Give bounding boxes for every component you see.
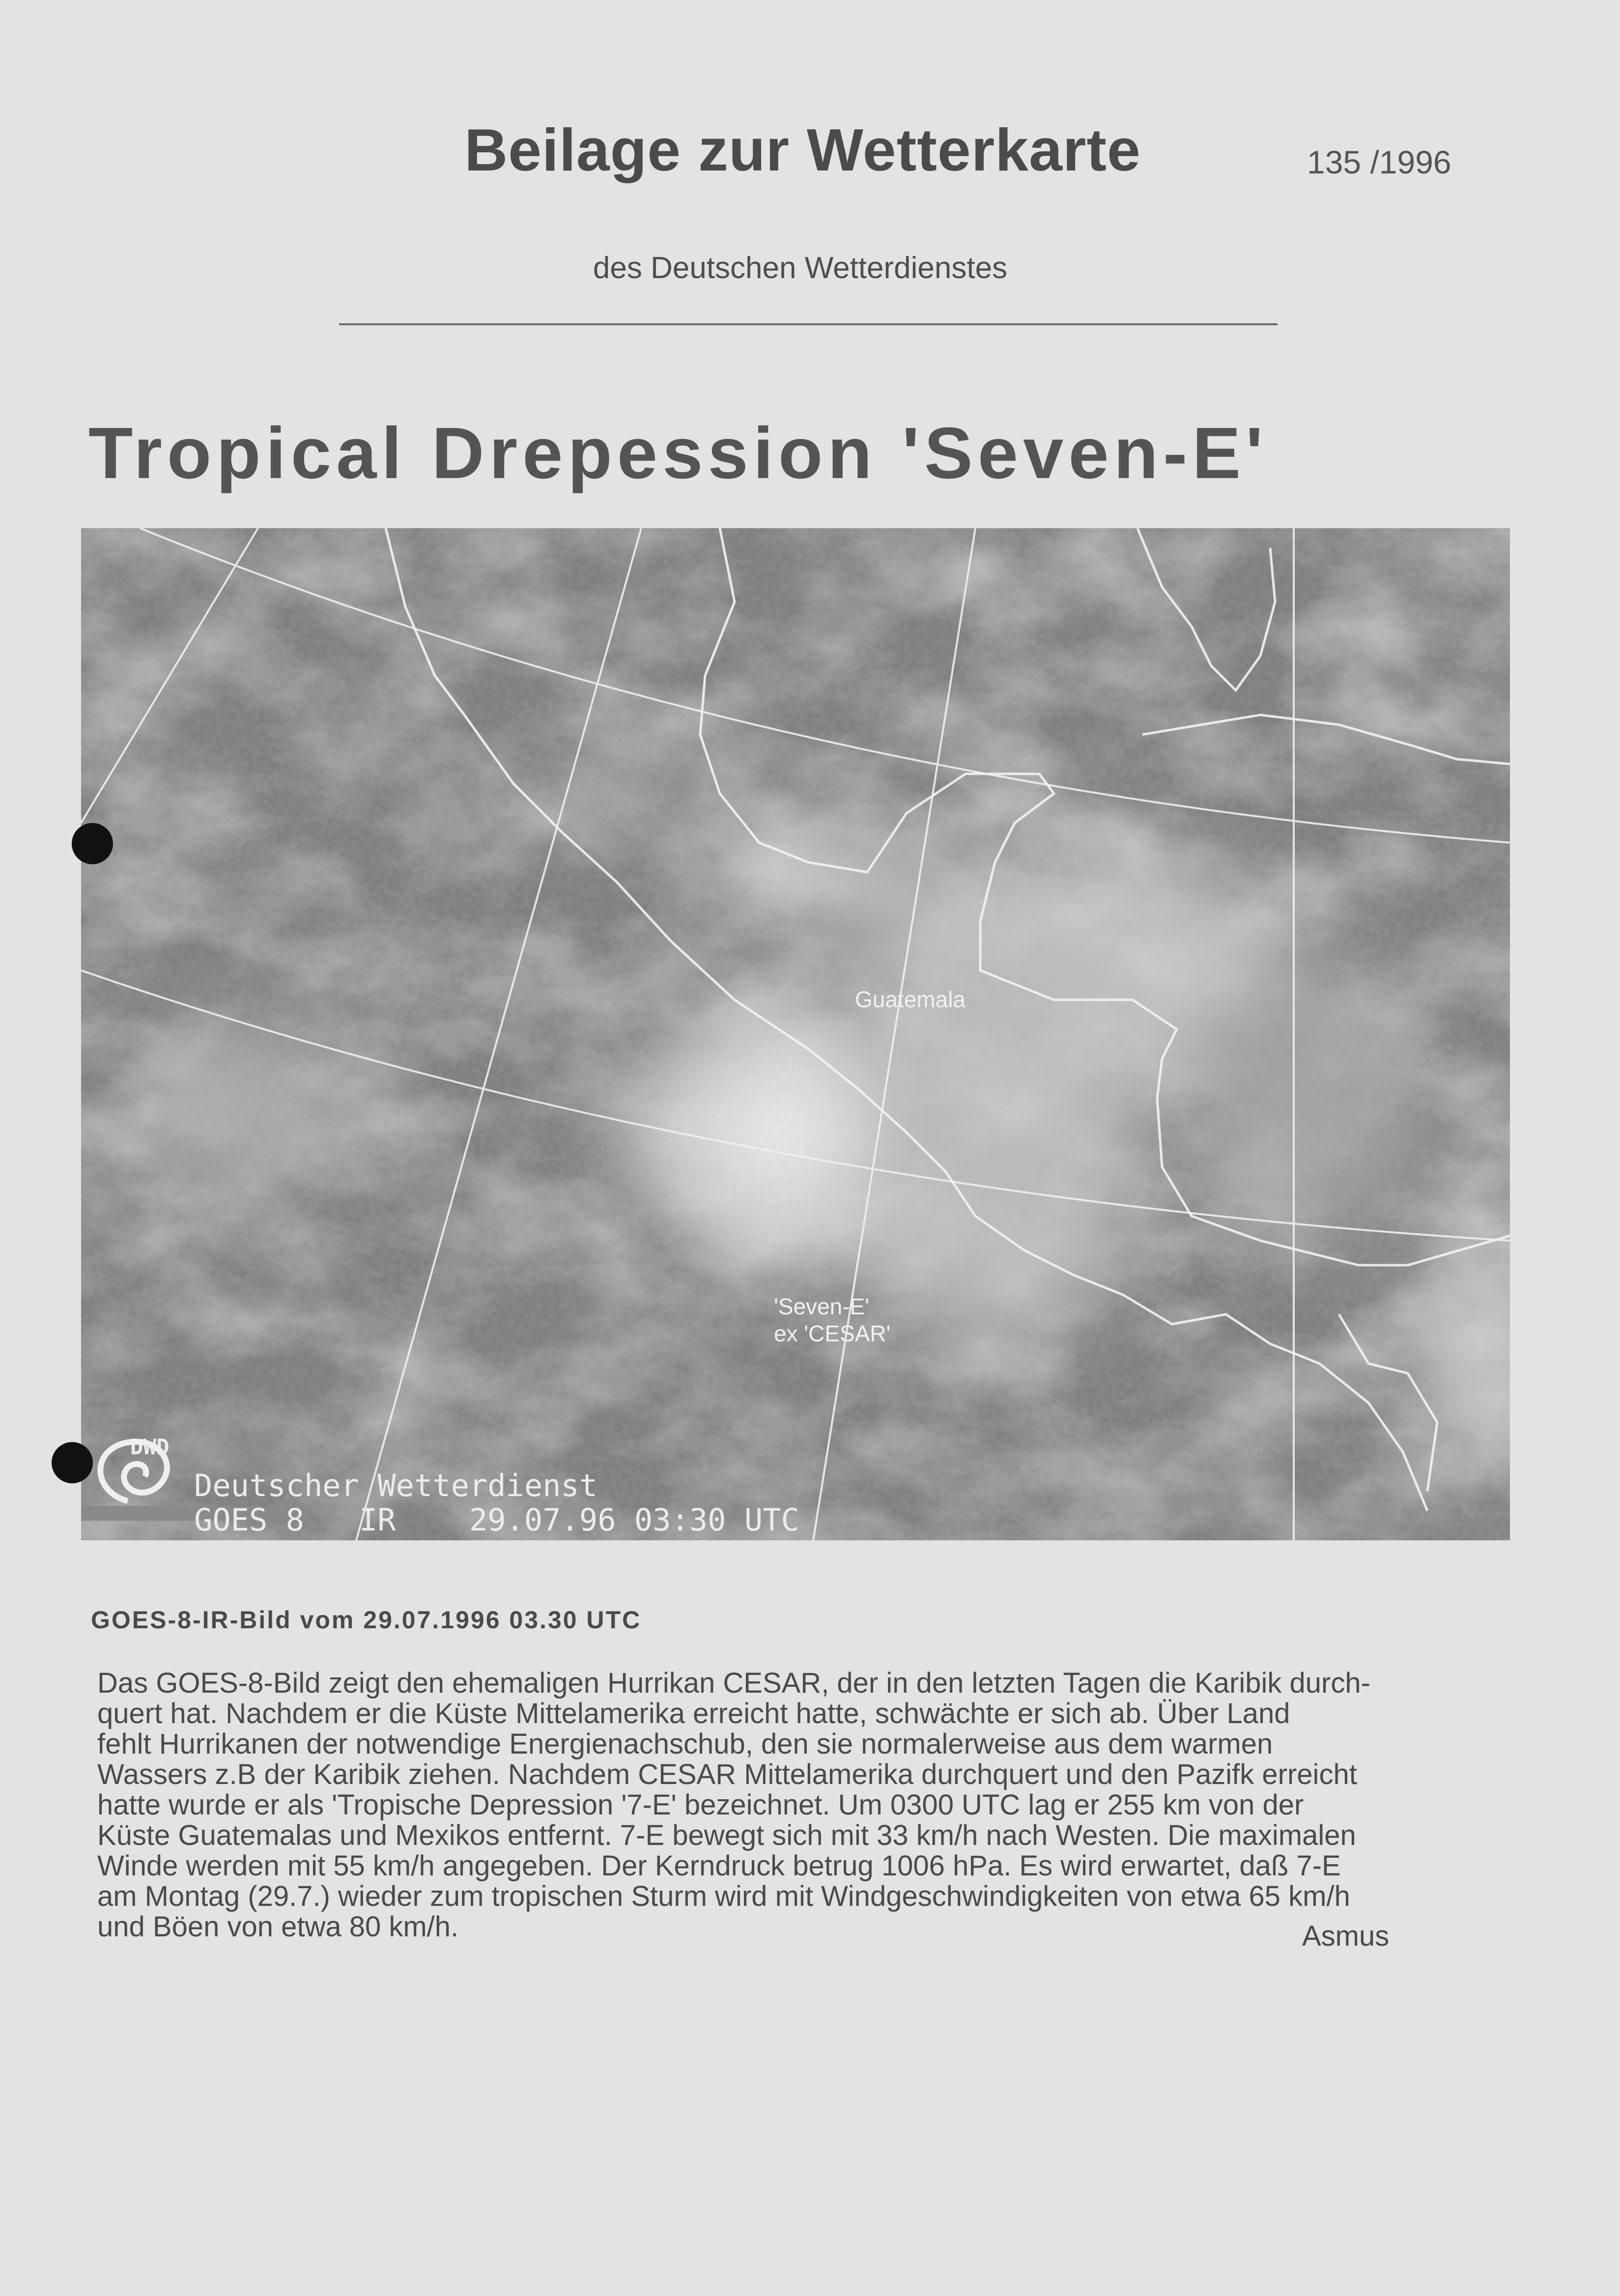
body-line: Küste Guatemalas und Mexikos entfernt. 7-E bewegt sich mit 33 km/h nach Westen. Die maximalen [97, 1819, 1356, 1851]
svg-text:DWD: DWD [130, 1435, 170, 1460]
storm-label-line1: 'Seven-E' [774, 1294, 869, 1319]
header-title: Beilage zur Wetterkarte [464, 116, 1141, 183]
body-text [97, 1668, 1522, 1942]
region-label-guatemala: Guatemala [855, 987, 966, 1012]
overlay-timestamp: GOES 8 IR 29.07.96 03:30 UTC [194, 1502, 799, 1538]
body-line: am Montag (29.7.) wieder zum tropischen Sturm wird mit Windgeschwindigkeiten von etwa 65 km/h [97, 1880, 1350, 1912]
body-line: Das GOES-8-Bild zeigt den ehemaligen Hurrikan CESAR, der in den letzten Tagen die Karibik durch- [97, 1667, 1370, 1699]
storm-label-line2: ex 'CESAR' [774, 1321, 891, 1346]
satellite-image [81, 528, 1510, 1540]
body-line: hatte wurde er als 'Tropische Depression '7-E' bezeichnet. Um 0300 UTC lag er 255 km von der [97, 1789, 1304, 1821]
body-line: Winde werden mit 55 km/h angegeben. Der Kerndruck betrug 1006 hPa. Es wird erwartet, daß 7-E [97, 1850, 1341, 1882]
body-line: quert hat. Nachdem er die Küste Mittelamerika erreicht hatte, schwächte er sich ab. Über Land [97, 1698, 1290, 1729]
author-name: Asmus [1302, 1920, 1390, 1952]
punch-hole [52, 1442, 93, 1483]
issue-number: 135 /1996 [1307, 144, 1451, 180]
main-title: Tropical Drepession 'Seven-E' [88, 413, 1268, 494]
body-line: und Böen von etwa 80 km/h. [97, 1911, 459, 1943]
body-line: fehlt Hurrikanen der notwendige Energienachschub, den sie normalerweise aus dem warmen [97, 1728, 1273, 1760]
punch-hole [72, 823, 113, 864]
header-divider [339, 323, 1278, 325]
overlay-agency: Deutscher Wetterdienst [194, 1468, 598, 1503]
header-subtitle: des Deutschen Wetterdienstes [593, 251, 1008, 285]
body-line: Wassers z.B der Karibik ziehen. Nachdem CESAR Mittelamerika durchquert und den Pazifk erreicht [97, 1758, 1357, 1790]
image-caption: GOES-8-IR-Bild vom 29.07.1996 03.30 UTC [91, 1606, 642, 1634]
